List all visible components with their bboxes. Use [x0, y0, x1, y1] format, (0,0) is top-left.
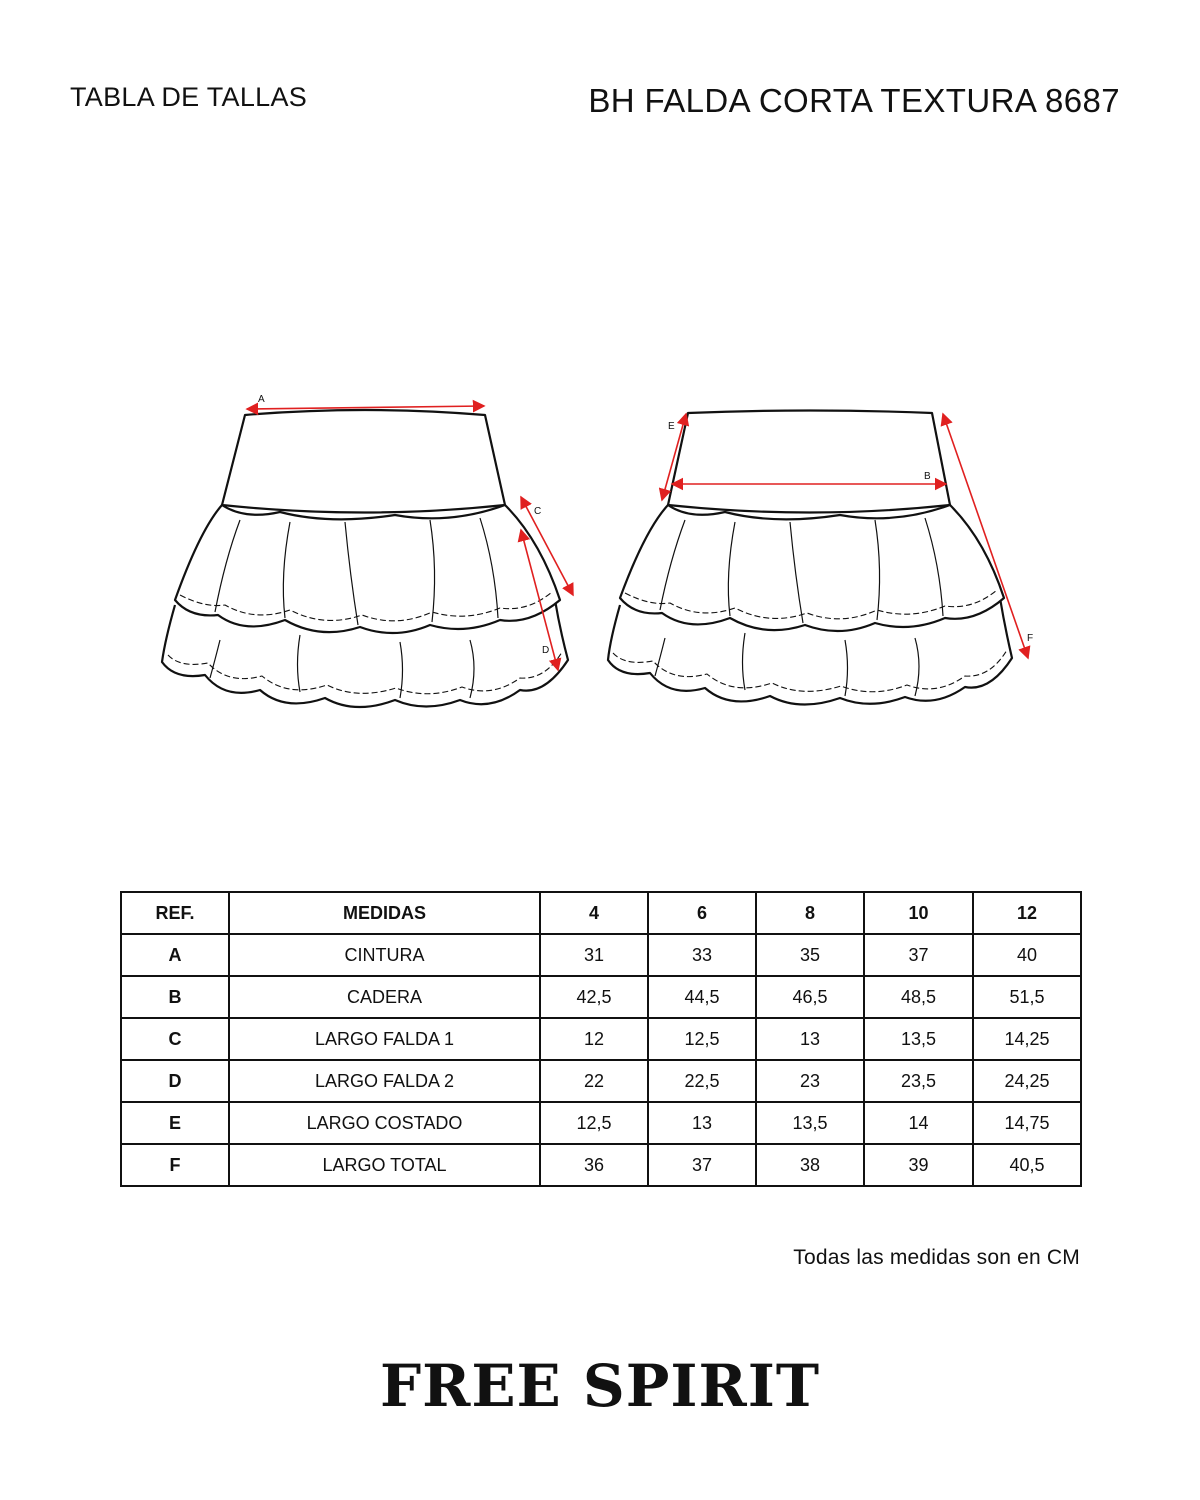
value-cell: 48,5 — [864, 976, 973, 1018]
measure-name-cell: CINTURA — [229, 934, 540, 976]
front-upper-tier — [175, 505, 560, 633]
value-cell: 42,5 — [540, 976, 648, 1018]
header-size-6: 6 — [648, 892, 756, 934]
size-table — [120, 891, 1082, 1187]
front-label-d: D — [542, 645, 550, 656]
value-cell: 22 — [540, 1060, 648, 1102]
value-cell: 23 — [756, 1060, 864, 1102]
value-cell: 37 — [864, 934, 973, 976]
value-cell: 46,5 — [756, 976, 864, 1018]
header-size-8: 8 — [756, 892, 864, 934]
back-label-f: F — [1027, 633, 1034, 644]
value-cell: 14 — [864, 1102, 973, 1144]
value-cell: 14,75 — [973, 1102, 1081, 1144]
doc-label: TABLA DE TALLAS — [70, 82, 308, 112]
table-row — [121, 1060, 1081, 1102]
ref-cell: D — [121, 1060, 229, 1102]
value-cell: 14,25 — [973, 1018, 1081, 1060]
ref-cell: C — [121, 1018, 229, 1060]
table-row — [121, 1102, 1081, 1144]
header-size-12: 12 — [973, 892, 1081, 934]
ref-cell: F — [121, 1144, 229, 1186]
measure-name-cell: LARGO TOTAL — [229, 1144, 540, 1186]
value-cell: 13 — [648, 1102, 756, 1144]
table-row — [121, 1144, 1081, 1186]
table-header-row — [121, 892, 1081, 934]
value-cell: 13,5 — [864, 1018, 973, 1060]
back-label-e: E — [668, 421, 675, 432]
value-cell: 40 — [973, 934, 1081, 976]
table-row — [121, 934, 1081, 976]
value-cell: 22,5 — [648, 1060, 756, 1102]
measure-name-cell: LARGO FALDA 1 — [229, 1018, 540, 1060]
value-cell: 23,5 — [864, 1060, 973, 1102]
value-cell: 13 — [756, 1018, 864, 1060]
value-cell: 12,5 — [540, 1102, 648, 1144]
value-cell: 12,5 — [648, 1018, 756, 1060]
units-footnote: Todas las medidas son en CM — [793, 1246, 1080, 1269]
measure-name-cell: CADERA — [229, 976, 540, 1018]
measure-name-cell: LARGO FALDA 2 — [229, 1060, 540, 1102]
ref-cell: E — [121, 1102, 229, 1144]
back-waistband — [668, 411, 950, 513]
back-label-b: B — [924, 471, 931, 482]
product-title: BH FALDA CORTA TEXTURA 8687 — [588, 82, 1120, 119]
value-cell: 12 — [540, 1018, 648, 1060]
value-cell: 51,5 — [973, 976, 1081, 1018]
header-size-10: 10 — [864, 892, 973, 934]
value-cell: 24,25 — [973, 1060, 1081, 1102]
back-upper-tier — [620, 505, 1004, 631]
header-medidas: MEDIDAS — [229, 892, 540, 934]
value-cell: 38 — [756, 1144, 864, 1186]
ref-cell: B — [121, 976, 229, 1018]
value-cell: 39 — [864, 1144, 973, 1186]
value-cell: 37 — [648, 1144, 756, 1186]
value-cell: 31 — [540, 934, 648, 976]
back-view-drawing — [608, 411, 1012, 705]
measure-name-cell: LARGO COSTADO — [229, 1102, 540, 1144]
front-waistband — [222, 410, 505, 513]
table-row — [121, 1018, 1081, 1060]
brand-logo: FREE SPIRIT — [379, 1352, 821, 1420]
value-cell: 13,5 — [756, 1102, 864, 1144]
ref-cell: A — [121, 934, 229, 976]
table-row — [121, 976, 1081, 1018]
value-cell: 40,5 — [973, 1144, 1081, 1186]
header-size-4: 4 — [540, 892, 648, 934]
value-cell: 35 — [756, 934, 864, 976]
front-label-c: C — [534, 506, 542, 517]
value-cell: 36 — [540, 1144, 648, 1186]
front-view-drawing — [162, 410, 568, 707]
value-cell: 44,5 — [648, 976, 756, 1018]
value-cell: 33 — [648, 934, 756, 976]
header-ref: REF. — [121, 892, 229, 934]
front-label-a: A — [258, 394, 265, 405]
